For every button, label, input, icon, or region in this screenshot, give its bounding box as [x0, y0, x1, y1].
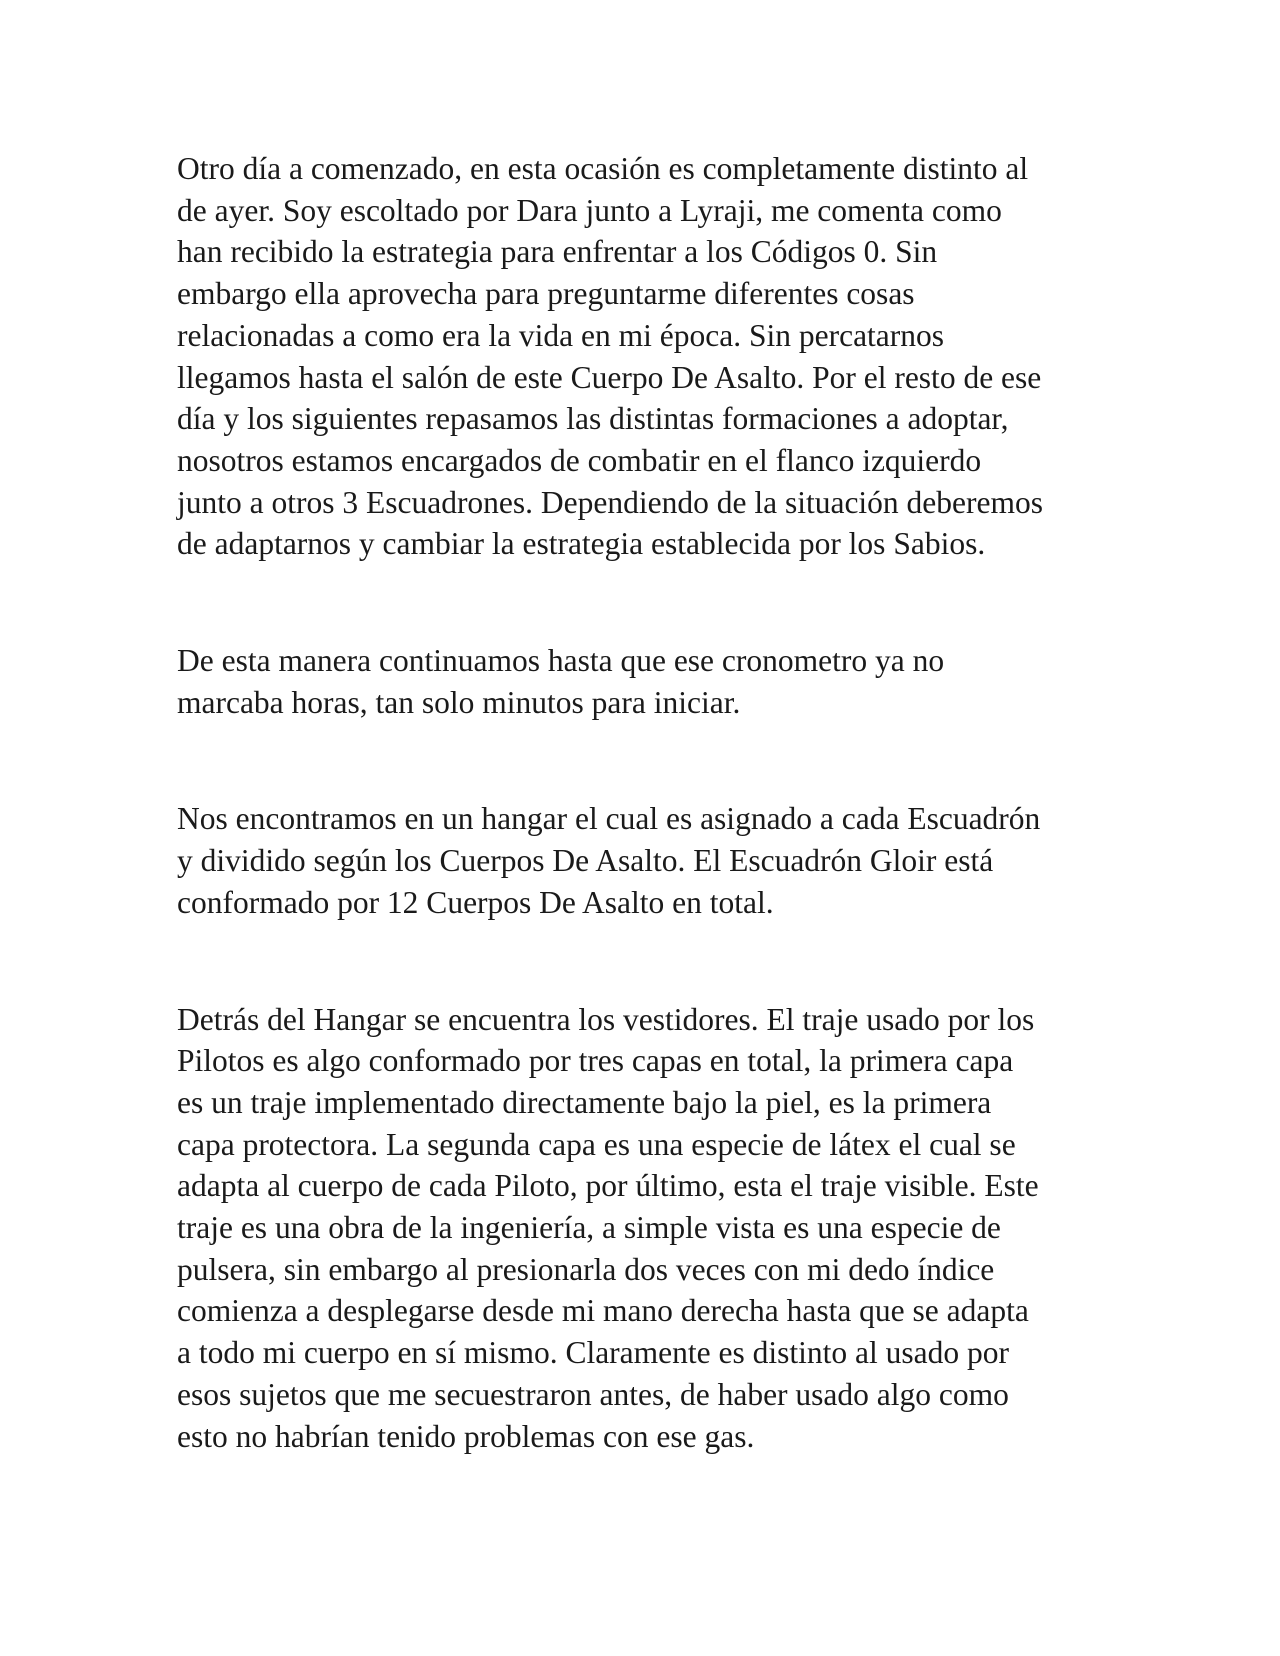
- text-line: pulsera, sin embargo al presionarla dos veces con mi dedo índice: [177, 1251, 995, 1287]
- text-line: conformado por 12 Cuerpos De Asalto en total.: [177, 884, 774, 920]
- text-line: capa protectora. La segunda capa es una especie de látex el cual se: [177, 1126, 1016, 1162]
- text-line: Detrás del Hangar se encuentra los vestidores. El traje usado por los: [177, 1001, 1035, 1037]
- text-line: es un traje implementado directamente bajo la piel, es la primera: [177, 1084, 992, 1120]
- text-line: Nos encontramos en un hangar el cual es asignado a cada Escuadrón: [177, 801, 1041, 837]
- text-line: junto a otros 3 Escuadrones. Dependiendo de la situación deberemos: [177, 484, 1044, 520]
- text-line: y dividido según los Cuerpos De Asalto. El Escuadrón Gloir está: [177, 843, 994, 879]
- text-line: comienza a desplegarse desde mi mano derecha hasta que se adapta: [177, 1293, 1029, 1329]
- paragraph-4: [177, 999, 1107, 1458]
- paragraph-1: [177, 148, 1107, 565]
- text-line: a todo mi cuerpo en sí mismo. Claramente es distinto al usado por: [177, 1335, 1009, 1371]
- text-line: traje es una obra de la ingeniería, a simple vista es una especie de: [177, 1210, 1001, 1246]
- text-line: de adaptarnos y cambiar la estrategia establecida por los Sabios.: [177, 526, 986, 562]
- text-line: esos sujetos que me secuestraron antes, de haber usado algo como: [177, 1376, 1009, 1412]
- text-line: día y los siguientes repasamos las distintas formaciones a adoptar,: [177, 401, 1009, 437]
- text-line: nosotros estamos encargados de combatir en el flanco izquierdo: [177, 442, 982, 478]
- text-line: marcaba horas, tan solo minutos para iniciar.: [177, 684, 741, 720]
- text-line: han recibido la estrategia para enfrentar a los Códigos 0. Sin: [177, 234, 938, 270]
- text-line: adapta al cuerpo de cada Piloto, por último, esta el traje visible. Este: [177, 1168, 1039, 1204]
- text-line: de ayer. Soy escoltado por Dara junto a Lyraji, me comenta como: [177, 192, 1002, 228]
- text-line: esto no habrían tenido problemas con ese gas.: [177, 1418, 755, 1454]
- text-line: relacionadas a como era la vida en mi época. Sin percatarnos: [177, 317, 945, 353]
- text-line: embargo ella aprovecha para preguntarme diferentes cosas: [177, 276, 915, 312]
- document-body: [177, 148, 1107, 1457]
- paragraph-3: [177, 798, 1107, 923]
- paragraph-2: [177, 640, 1107, 723]
- text-line: Pilotos es algo conformado por tres capas en total, la primera capa: [177, 1043, 1014, 1079]
- text-line: llegamos hasta el salón de este Cuerpo De Asalto. Por el resto de ese: [177, 359, 1042, 395]
- text-line: De esta manera continuamos hasta que ese cronometro ya no: [177, 643, 945, 679]
- text-line: Otro día a comenzado, en esta ocasión es completamente distinto al: [177, 151, 1029, 186]
